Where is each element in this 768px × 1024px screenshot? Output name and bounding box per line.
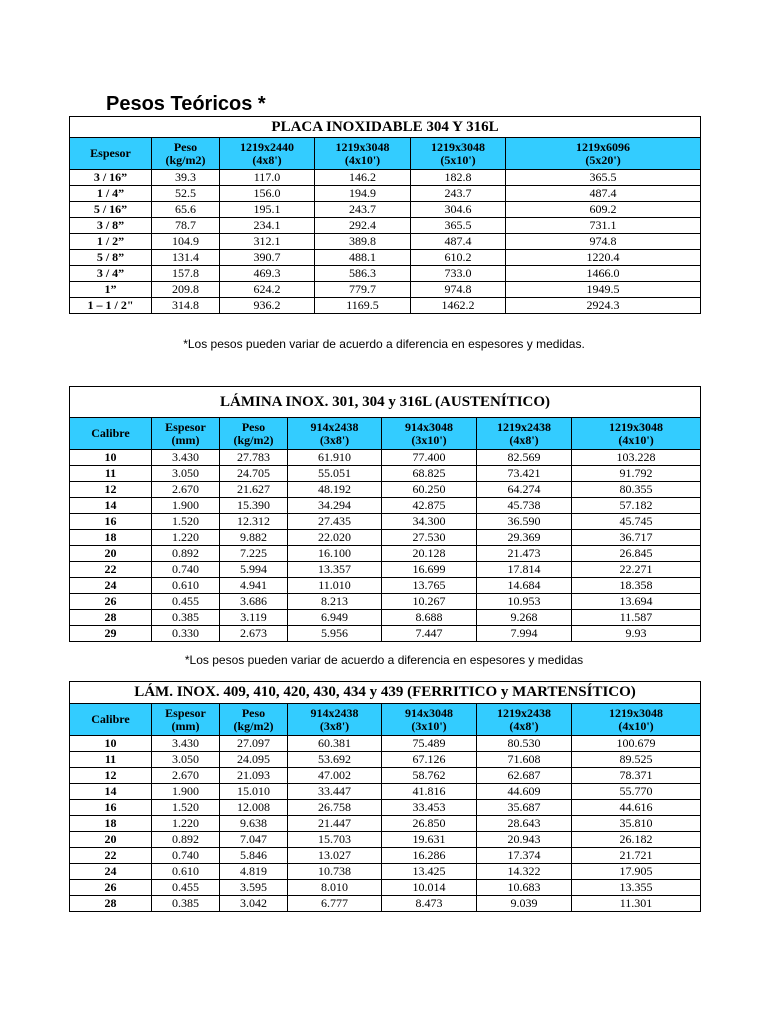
row-label-cell: 16 (70, 514, 152, 530)
value-cell: 20.943 (477, 832, 572, 848)
table-row (70, 800, 701, 816)
value-cell: 9.039 (477, 896, 572, 912)
value-cell: 6.949 (288, 610, 382, 626)
value-cell: 21.627 (220, 482, 288, 498)
table-row (70, 848, 701, 864)
value-cell: 52.5 (152, 186, 220, 202)
value-cell: 89.525 (572, 752, 701, 768)
value-cell: 13.425 (382, 864, 477, 880)
table-row (70, 266, 701, 282)
table-row (70, 610, 701, 626)
value-cell: 3.050 (152, 752, 220, 768)
row-label-cell: 18 (70, 816, 152, 832)
value-cell: 55.770 (572, 784, 701, 800)
value-cell: 9.93 (572, 626, 701, 642)
row-label-cell: 1 / 4” (70, 186, 152, 202)
value-cell: 20.128 (382, 546, 477, 562)
value-cell: 487.4 (506, 186, 701, 202)
value-cell: 18.358 (572, 578, 701, 594)
value-cell: 22.271 (572, 562, 701, 578)
value-cell: 3.430 (152, 450, 220, 466)
value-cell: 61.910 (288, 450, 382, 466)
value-cell: 36.590 (477, 514, 572, 530)
value-cell: 487.4 (411, 234, 506, 250)
table-row (70, 186, 701, 202)
value-cell: 15.010 (220, 784, 288, 800)
value-cell: 19.631 (382, 832, 477, 848)
value-cell: 10.738 (288, 864, 382, 880)
value-cell: 2.673 (220, 626, 288, 642)
value-cell: 21.093 (220, 768, 288, 784)
table-row (70, 880, 701, 896)
value-cell: 0.455 (152, 880, 220, 896)
value-cell: 1.220 (152, 530, 220, 546)
value-cell: 78.7 (152, 218, 220, 234)
value-cell: 0.610 (152, 864, 220, 880)
column-header: Espesor (mm) (152, 704, 220, 736)
placa-inoxidable-table (69, 116, 701, 314)
row-label-cell: 3 / 16” (70, 170, 152, 186)
header-row (70, 138, 701, 170)
row-label-cell: 22 (70, 562, 152, 578)
column-header: 1219x3048 (4x10') (572, 418, 701, 450)
column-header: Peso (kg/m2) (220, 704, 288, 736)
table-row (70, 450, 701, 466)
value-cell: 1949.5 (506, 282, 701, 298)
value-cell: 3.119 (220, 610, 288, 626)
value-cell: 16.100 (288, 546, 382, 562)
row-label-cell: 10 (70, 736, 152, 752)
value-cell: 243.7 (315, 202, 411, 218)
value-cell: 82.569 (477, 450, 572, 466)
row-label-cell: 20 (70, 832, 152, 848)
value-cell: 0.455 (152, 594, 220, 610)
row-label-cell: 3 / 4” (70, 266, 152, 282)
column-header: Peso (kg/m2) (220, 418, 288, 450)
value-cell: 42.875 (382, 498, 477, 514)
value-cell: 5.994 (220, 562, 288, 578)
value-cell: 12.008 (220, 800, 288, 816)
row-label-cell: 26 (70, 594, 152, 610)
column-header: 914x3048 (3x10') (382, 418, 477, 450)
lamina-austenitico-table (69, 386, 701, 642)
row-label-cell: 24 (70, 578, 152, 594)
table-row (70, 298, 701, 314)
value-cell: 936.2 (220, 298, 315, 314)
value-cell: 26.850 (382, 816, 477, 832)
row-label-cell: 20 (70, 546, 152, 562)
value-cell: 3.686 (220, 594, 288, 610)
table-row (70, 546, 701, 562)
table-title: PLACA INOXIDABLE 304 Y 316L (70, 117, 701, 138)
value-cell: 34.294 (288, 498, 382, 514)
table-row (70, 218, 701, 234)
value-cell: 5.846 (220, 848, 288, 864)
value-cell: 68.825 (382, 466, 477, 482)
value-cell: 27.783 (220, 450, 288, 466)
value-cell: 1462.2 (411, 298, 506, 314)
value-cell: 21.721 (572, 848, 701, 864)
value-cell: 7.447 (382, 626, 477, 642)
value-cell: 64.274 (477, 482, 572, 498)
value-cell: 1466.0 (506, 266, 701, 282)
value-cell: 609.2 (506, 202, 701, 218)
row-label-cell: 10 (70, 450, 152, 466)
value-cell: 8.010 (288, 880, 382, 896)
value-cell: 58.762 (382, 768, 477, 784)
value-cell: 24.705 (220, 466, 288, 482)
value-cell: 0.330 (152, 626, 220, 642)
value-cell: 0.385 (152, 610, 220, 626)
value-cell: 146.2 (315, 170, 411, 186)
value-cell: 44.609 (477, 784, 572, 800)
lamina-ferritico-table (69, 681, 701, 912)
value-cell: 44.616 (572, 800, 701, 816)
row-label-cell: 12 (70, 768, 152, 784)
value-cell: 62.687 (477, 768, 572, 784)
header-row (70, 704, 701, 736)
value-cell: 10.267 (382, 594, 477, 610)
row-label-cell: 18 (70, 530, 152, 546)
table-row (70, 514, 701, 530)
value-cell: 15.703 (288, 832, 382, 848)
column-header: 914x3048 (3x10') (382, 704, 477, 736)
value-cell: 11.587 (572, 610, 701, 626)
value-cell: 15.390 (220, 498, 288, 514)
column-header: 1219x6096 (5x20') (506, 138, 701, 170)
value-cell: 194.9 (315, 186, 411, 202)
value-cell: 131.4 (152, 250, 220, 266)
value-cell: 100.679 (572, 736, 701, 752)
value-cell: 16.286 (382, 848, 477, 864)
value-cell: 1169.5 (315, 298, 411, 314)
value-cell: 9.268 (477, 610, 572, 626)
row-label-cell: 28 (70, 610, 152, 626)
value-cell: 3.595 (220, 880, 288, 896)
row-label-cell: 24 (70, 864, 152, 880)
value-cell: 26.182 (572, 832, 701, 848)
table-row (70, 170, 701, 186)
value-cell: 243.7 (411, 186, 506, 202)
value-cell: 974.8 (411, 282, 506, 298)
row-label-cell: 16 (70, 800, 152, 816)
value-cell: 48.192 (288, 482, 382, 498)
value-cell: 13.357 (288, 562, 382, 578)
value-cell: 0.610 (152, 578, 220, 594)
value-cell: 3.050 (152, 466, 220, 482)
value-cell: 60.250 (382, 482, 477, 498)
value-cell: 71.608 (477, 752, 572, 768)
value-cell: 156.0 (220, 186, 315, 202)
column-header: Peso (kg/m2) (152, 138, 220, 170)
value-cell: 47.002 (288, 768, 382, 784)
table-row (70, 466, 701, 482)
value-cell: 390.7 (220, 250, 315, 266)
value-cell: 195.1 (220, 202, 315, 218)
value-cell: 22.020 (288, 530, 382, 546)
value-cell: 16.699 (382, 562, 477, 578)
value-cell: 7.047 (220, 832, 288, 848)
value-cell: 45.745 (572, 514, 701, 530)
value-cell: 9.882 (220, 530, 288, 546)
value-cell: 312.1 (220, 234, 315, 250)
value-cell: 7.994 (477, 626, 572, 642)
value-cell: 17.905 (572, 864, 701, 880)
value-cell: 9.638 (220, 816, 288, 832)
value-cell: 182.8 (411, 170, 506, 186)
value-cell: 292.4 (315, 218, 411, 234)
value-cell: 314.8 (152, 298, 220, 314)
value-cell: 45.738 (477, 498, 572, 514)
column-header: Calibre (70, 704, 152, 736)
table-row (70, 626, 701, 642)
value-cell: 974.8 (506, 234, 701, 250)
value-cell: 304.6 (411, 202, 506, 218)
table-row (70, 864, 701, 880)
value-cell: 75.489 (382, 736, 477, 752)
table-row (70, 234, 701, 250)
value-cell: 469.3 (220, 266, 315, 282)
value-cell: 13.765 (382, 578, 477, 594)
value-cell: 26.845 (572, 546, 701, 562)
value-cell: 17.814 (477, 562, 572, 578)
value-cell: 27.435 (288, 514, 382, 530)
value-cell: 103.228 (572, 450, 701, 466)
value-cell: 4.941 (220, 578, 288, 594)
value-cell: 365.5 (506, 170, 701, 186)
value-cell: 10.953 (477, 594, 572, 610)
column-header: 1219x3048 (5x10') (411, 138, 506, 170)
value-cell: 6.777 (288, 896, 382, 912)
value-cell: 33.453 (382, 800, 477, 816)
column-header: 1219x2440 (4x8') (220, 138, 315, 170)
table-title: LÁM. INOX. 409, 410, 420, 430, 434 y 439 (FERRITICO y MARTENSÍTICO) (70, 682, 701, 704)
column-header: 1219x2438 (4x8') (477, 418, 572, 450)
value-cell: 1.900 (152, 784, 220, 800)
value-cell: 41.816 (382, 784, 477, 800)
table-row (70, 282, 701, 298)
value-cell: 77.400 (382, 450, 477, 466)
value-cell: 610.2 (411, 250, 506, 266)
table-row (70, 752, 701, 768)
row-label-cell: 28 (70, 896, 152, 912)
table-row (70, 896, 701, 912)
table-row (70, 250, 701, 266)
row-label-cell: 14 (70, 498, 152, 514)
row-label-cell: 14 (70, 784, 152, 800)
weight-note: *Los pesos pueden variar de acuerdo a diferencia en espesores y medidas (184, 653, 584, 667)
row-label-cell: 26 (70, 880, 152, 896)
value-cell: 27.097 (220, 736, 288, 752)
value-cell: 80.530 (477, 736, 572, 752)
table-row (70, 768, 701, 784)
value-cell: 39.3 (152, 170, 220, 186)
row-label-cell: 1 / 2” (70, 234, 152, 250)
value-cell: 0.892 (152, 546, 220, 562)
value-cell: 624.2 (220, 282, 315, 298)
row-label-cell: 12 (70, 482, 152, 498)
table-row (70, 202, 701, 218)
value-cell: 234.1 (220, 218, 315, 234)
value-cell: 731.1 (506, 218, 701, 234)
value-cell: 11.301 (572, 896, 701, 912)
value-cell: 3.430 (152, 736, 220, 752)
table-row (70, 482, 701, 498)
value-cell: 488.1 (315, 250, 411, 266)
table-row (70, 530, 701, 546)
value-cell: 1.900 (152, 498, 220, 514)
value-cell: 35.810 (572, 816, 701, 832)
table-row (70, 832, 701, 848)
value-cell: 24.095 (220, 752, 288, 768)
value-cell: 2.670 (152, 482, 220, 498)
value-cell: 7.225 (220, 546, 288, 562)
value-cell: 0.892 (152, 832, 220, 848)
table-row (70, 498, 701, 514)
value-cell: 1220.4 (506, 250, 701, 266)
value-cell: 10.683 (477, 880, 572, 896)
value-cell: 13.027 (288, 848, 382, 864)
value-cell: 209.8 (152, 282, 220, 298)
value-cell: 17.374 (477, 848, 572, 864)
table-row (70, 816, 701, 832)
value-cell: 104.9 (152, 234, 220, 250)
value-cell: 0.740 (152, 848, 220, 864)
value-cell: 10.014 (382, 880, 477, 896)
value-cell: 733.0 (411, 266, 506, 282)
value-cell: 1.520 (152, 800, 220, 816)
row-label-cell: 3 / 8” (70, 218, 152, 234)
value-cell: 117.0 (220, 170, 315, 186)
value-cell: 36.717 (572, 530, 701, 546)
value-cell: 5.956 (288, 626, 382, 642)
row-label-cell: 1 – 1 / 2" (70, 298, 152, 314)
row-label-cell: 11 (70, 466, 152, 482)
header-row (70, 418, 701, 450)
column-header: Espesor (70, 138, 152, 170)
value-cell: 1.220 (152, 816, 220, 832)
table-row (70, 578, 701, 594)
value-cell: 28.643 (477, 816, 572, 832)
value-cell: 35.687 (477, 800, 572, 816)
row-label-cell: 29 (70, 626, 152, 642)
value-cell: 779.7 (315, 282, 411, 298)
table-row (70, 594, 701, 610)
value-cell: 13.694 (572, 594, 701, 610)
row-label-cell: 22 (70, 848, 152, 864)
column-header: 1219x3048 (4x10') (315, 138, 411, 170)
table-title: LÁMINA INOX. 301, 304 y 316L (AUSTENÍTICO) (70, 387, 701, 418)
value-cell: 8.473 (382, 896, 477, 912)
value-cell: 8.213 (288, 594, 382, 610)
value-cell: 21.473 (477, 546, 572, 562)
value-cell: 2924.3 (506, 298, 701, 314)
value-cell: 80.355 (572, 482, 701, 498)
value-cell: 0.385 (152, 896, 220, 912)
value-cell: 57.182 (572, 498, 701, 514)
value-cell: 60.381 (288, 736, 382, 752)
column-header: 914x2438 (3x8') (288, 704, 382, 736)
row-label-cell: 1” (70, 282, 152, 298)
value-cell: 78.371 (572, 768, 701, 784)
table-row (70, 562, 701, 578)
value-cell: 157.8 (152, 266, 220, 282)
row-label-cell: 5 / 16” (70, 202, 152, 218)
value-cell: 0.740 (152, 562, 220, 578)
value-cell: 3.042 (220, 896, 288, 912)
value-cell: 586.3 (315, 266, 411, 282)
table-row (70, 784, 701, 800)
row-label-cell: 5 / 8” (70, 250, 152, 266)
value-cell: 14.684 (477, 578, 572, 594)
row-label-cell: 11 (70, 752, 152, 768)
value-cell: 21.447 (288, 816, 382, 832)
column-header: 914x2438 (3x8') (288, 418, 382, 450)
table-row (70, 736, 701, 752)
value-cell: 29.369 (477, 530, 572, 546)
value-cell: 2.670 (152, 768, 220, 784)
page-title: Pesos Teóricos * (106, 93, 266, 115)
column-header: Espesor (mm) (152, 418, 220, 450)
column-header: 1219x3048 (4x10') (572, 704, 701, 736)
weight-note: *Los pesos pueden variar de acuerdo a diferencia en espesores y medidas. (183, 337, 585, 351)
value-cell: 4.819 (220, 864, 288, 880)
value-cell: 14.322 (477, 864, 572, 880)
value-cell: 13.355 (572, 880, 701, 896)
value-cell: 67.126 (382, 752, 477, 768)
value-cell: 365.5 (411, 218, 506, 234)
value-cell: 389.8 (315, 234, 411, 250)
value-cell: 12.312 (220, 514, 288, 530)
value-cell: 11.010 (288, 578, 382, 594)
value-cell: 91.792 (572, 466, 701, 482)
value-cell: 55.051 (288, 466, 382, 482)
value-cell: 33.447 (288, 784, 382, 800)
value-cell: 65.6 (152, 202, 220, 218)
value-cell: 1.520 (152, 514, 220, 530)
value-cell: 34.300 (382, 514, 477, 530)
column-header: 1219x2438 (4x8') (477, 704, 572, 736)
value-cell: 27.530 (382, 530, 477, 546)
column-header: Calibre (70, 418, 152, 450)
value-cell: 53.692 (288, 752, 382, 768)
value-cell: 8.688 (382, 610, 477, 626)
value-cell: 73.421 (477, 466, 572, 482)
value-cell: 26.758 (288, 800, 382, 816)
